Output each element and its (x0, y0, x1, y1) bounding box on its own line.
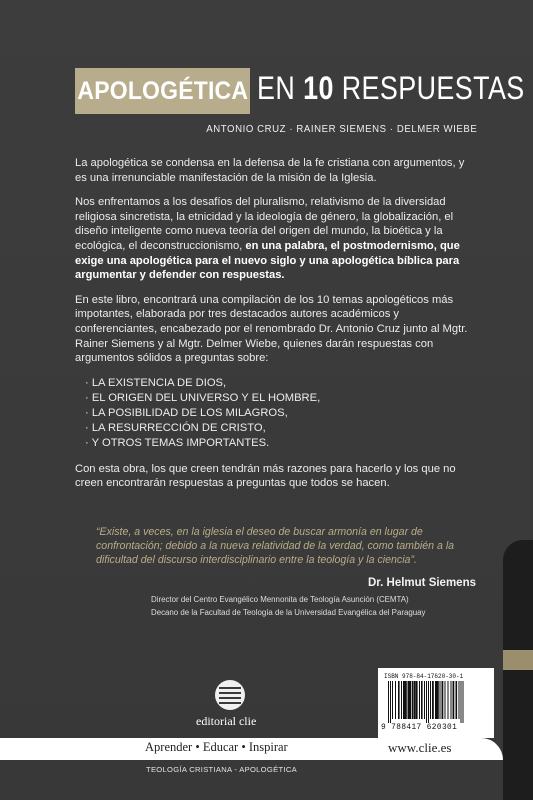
description-body (75, 156, 477, 501)
quote-author: Dr. Helmut Siemens (367, 577, 476, 589)
edge-accent-dark (503, 540, 533, 800)
topic-item: · Y OTROS TEMAS IMPORTANTES. (85, 436, 270, 449)
paragraph-2-plain: Nos enfrentamos a los desafíos del pluralismo, relativismo de la diversidad religiosa sincretista, la etnicidad y la ideología de género, la globalización, el diseño inteligente como nueva teoría del origen del mundo, la bioética y la ecológica, el deconstruccionismo, (75, 196, 454, 252)
isbn-label: ISBN 978-84-17620-30-1 (384, 673, 464, 680)
paragraph-2 (75, 195, 477, 283)
publisher-logo-icon (215, 680, 245, 710)
barcode-box (378, 668, 494, 738)
title-box (75, 68, 250, 114)
paragraph-2-bold: en una palabra, el postmodernismo, que exige una apologética para el nuevo siglo y una apologética bíblica para argumentar y defender con respuestas. (75, 239, 460, 282)
barcode-bars (388, 681, 486, 723)
title-sub-number: 10 (303, 70, 334, 106)
title-sub-suffix: RESPUESTAS (333, 70, 525, 106)
topic-item: · LA EXISTENCIA DE DIOS, (85, 376, 227, 389)
endorsement-quote: “Existe, a veces, en la iglesia el deseo de buscar armonía en lugar de confrontación; debido a la nueva relatividad de la verdad, como también a la dificultad del discurso interdisciplinario entre la teología y la ciencia”. (96, 526, 455, 566)
topic-item: · EL ORIGEN DEL UNIVERSO Y EL HOMBRE, (85, 391, 321, 404)
topic-item: · LA POSIBILIDAD DE LOS MILAGROS, (85, 406, 288, 419)
quote-author-role-1: Director del Centro Evangélico Mennonita de Teología Asunción (CEMTA) (151, 595, 409, 604)
title-sub-prefix: EN (257, 70, 304, 106)
edge-accent-tan (503, 650, 533, 670)
title-sub (257, 70, 525, 107)
topic-item: · LA RESURRECCIÓN DE CRISTO, (85, 421, 266, 434)
topic-list (75, 376, 477, 451)
quote-author-role-2: Decano de la Facultad de Teología de la Universidad Evangélica del Paraguay (151, 608, 426, 617)
authors-line: ANTONIO CRUZ · RAINER SIEMENS · DELMER WIEBE (205, 124, 477, 135)
publisher-website: www.clie.es (388, 740, 452, 755)
paragraph-3: En este libro, encontrará una compilación de los 10 temas apologéticos más impotantes, elaborada por tres destacados autores académicos y conferenciantes, encabezado por el renombrado Dr. Antonio Cruz junto al Mgtr. Rainer Siemens y al Mgtr. Delmer Wiebe, quienes darán respuestas con argumentos sólidos a preguntas sobre: (75, 293, 468, 365)
title-main: APOLOGÉTICA (77, 76, 248, 105)
paragraph-1: La apologética se condensa en la defensa de la fe cristiana con argumentos, y es una irrenunciable manifestación de la misión de la Iglesia. (75, 157, 465, 184)
paragraph-4: Con esta obra, los que creen tendrán más razones para hacerlo y los que no creen encontrarán respuestas a preguntas que todos se hacen. (75, 462, 456, 490)
barcode-number: 9 788417 620301 (381, 724, 458, 732)
publisher-name: editorial clie (196, 714, 257, 728)
category-label: TEOLOGÍA CRISTIANA - APOLOGÉTICA (146, 765, 297, 774)
publisher-slogan: Aprender • Educar • Inspirar (145, 740, 288, 754)
